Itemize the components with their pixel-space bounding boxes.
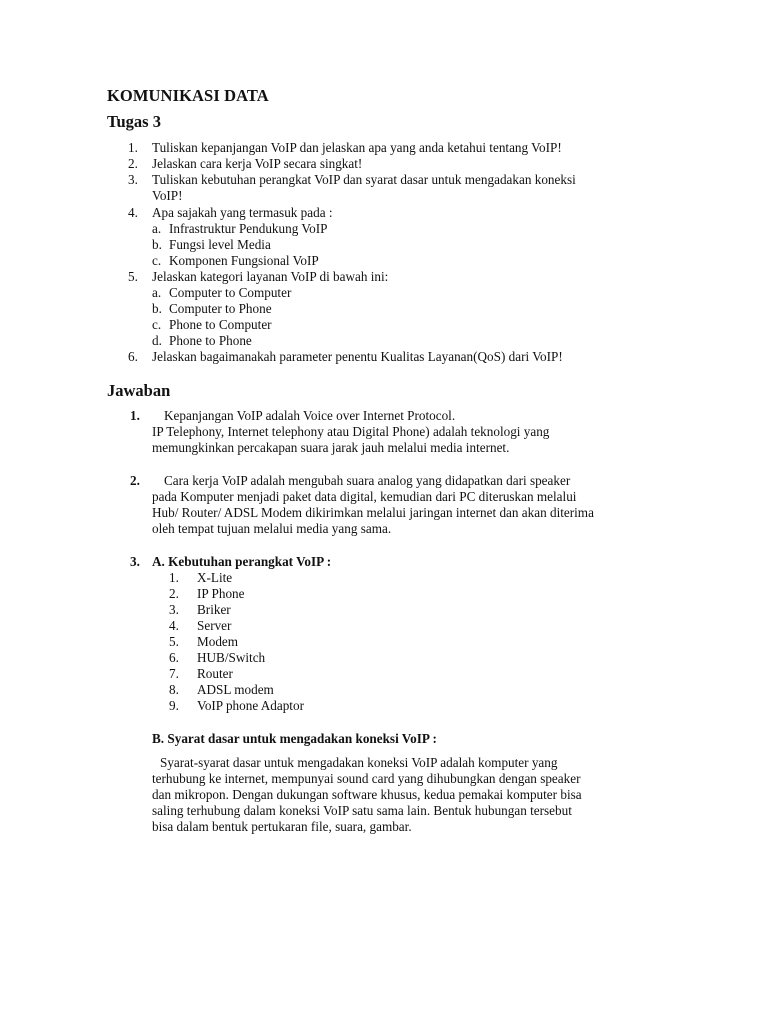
answer-text: IP Telephony, Internet telephony atau Digital Phone) adalah teknologi yang [152,424,550,439]
device-number: 1. [169,570,179,585]
sub-item-letter: c. [152,317,162,332]
device-name: Router [197,666,233,681]
answer-number: 2. [130,473,140,488]
device-name: IP Phone [197,586,245,601]
device-name: VoIP phone Adaptor [197,698,304,713]
question-number: 5. [128,269,138,284]
question-text: Jelaskan kategori layanan VoIP di bawah ini: [152,269,389,284]
device-name: Server [197,618,232,633]
answer-text: oleh tempat tujuan melalui media yang sama. [152,521,392,536]
answer-text: Kepanjangan VoIP adalah Voice over Internet Protocol. [164,408,456,423]
sub-item-letter: d. [152,333,162,348]
tugas-heading: Tugas 3 [107,112,161,131]
question-number: 4. [128,205,138,220]
sub-item-text: Komponen Fungsional VoIP [169,253,319,268]
question-text: Apa sajakah yang termasuk pada : [152,205,333,220]
answer-text: pada Komputer menjadi paket data digital, kemudian dari PC diteruskan melalui [152,489,577,504]
answer-text: Cara kerja VoIP adalah mengubah suara analog yang didapatkan dari speaker [164,473,571,488]
device-number: 6. [169,650,179,665]
device-number: 4. [169,618,179,633]
sub-item-letter: c. [152,253,162,268]
answer-number: 3. [130,554,140,569]
paragraph-line: saling terhubung dalam koneksi VoIP satu sama lain. Bentuk hubungan tersebut [152,803,572,818]
device-name: ADSL modem [197,682,274,697]
answer-text: Hub/ Router/ ADSL Modem dikirimkan melalui jaringan internet dan akan diterima [152,505,594,520]
question-text: Tuliskan kebutuhan perangkat VoIP dan syarat dasar untuk mengadakan koneksi [152,172,576,187]
device-number: 7. [169,666,179,681]
question-number: 3. [128,172,138,187]
paragraph-line: dan mikropon. Dengan dukungan software khusus, kedua pemakai komputer bisa [152,787,582,802]
paragraph-line: terhubung ke internet, mempunyai sound card yang dihubungkan dengan speaker [152,771,581,786]
question-text: VoIP! [152,188,183,203]
paragraph-line: Syarat-syarat dasar untuk mengadakan koneksi VoIP adalah komputer yang [160,755,558,770]
sub-item-letter: a. [152,221,162,236]
device-number: 8. [169,682,179,697]
sub-item-letter: b. [152,237,162,252]
answer-text: memungkinkan percakapan suara jarak jauh melalui media internet. [152,440,510,455]
jawaban-heading: Jawaban [107,381,171,400]
sub-item-text: Computer to Phone [169,301,272,316]
device-number: 2. [169,586,179,601]
question-number: 2. [128,156,138,171]
device-name: X-Lite [197,570,233,585]
sub-item-text: Phone to Computer [169,317,272,332]
question-number: 6. [128,349,138,364]
device-number: 9. [169,698,179,713]
question-text: Jelaskan bagaimanakah parameter penentu Kualitas Layanan(QoS) dari VoIP! [152,349,563,364]
sub-item-letter: b. [152,301,162,316]
device-number: 5. [169,634,179,649]
sub-item-text: Computer to Computer [169,285,292,300]
document-title: KOMUNIKASI DATA [107,86,269,105]
sub-item-text: Phone to Phone [169,333,252,348]
answer-number: 1. [130,408,140,423]
sub-item-letter: a. [152,285,162,300]
subheading-kebutuhan: A. Kebutuhan perangkat VoIP : [152,554,332,569]
device-name: Briker [197,602,231,617]
question-number: 1. [128,140,138,155]
device-name: HUB/Switch [197,650,266,665]
sub-item-text: Infrastruktur Pendukung VoIP [169,221,328,236]
question-text: Jelaskan cara kerja VoIP secara singkat! [152,156,363,171]
device-number: 3. [169,602,179,617]
question-text: Tuliskan kepanjangan VoIP dan jelaskan apa yang anda ketahui tentang VoIP! [152,140,562,155]
device-name: Modem [197,634,239,649]
paragraph-line: bisa dalam bentuk pertukaran file, suara, gambar. [152,819,412,834]
sub-item-text: Fungsi level Media [169,237,271,252]
subheading-syarat: B. Syarat dasar untuk mengadakan koneksi VoIP : [152,731,437,746]
